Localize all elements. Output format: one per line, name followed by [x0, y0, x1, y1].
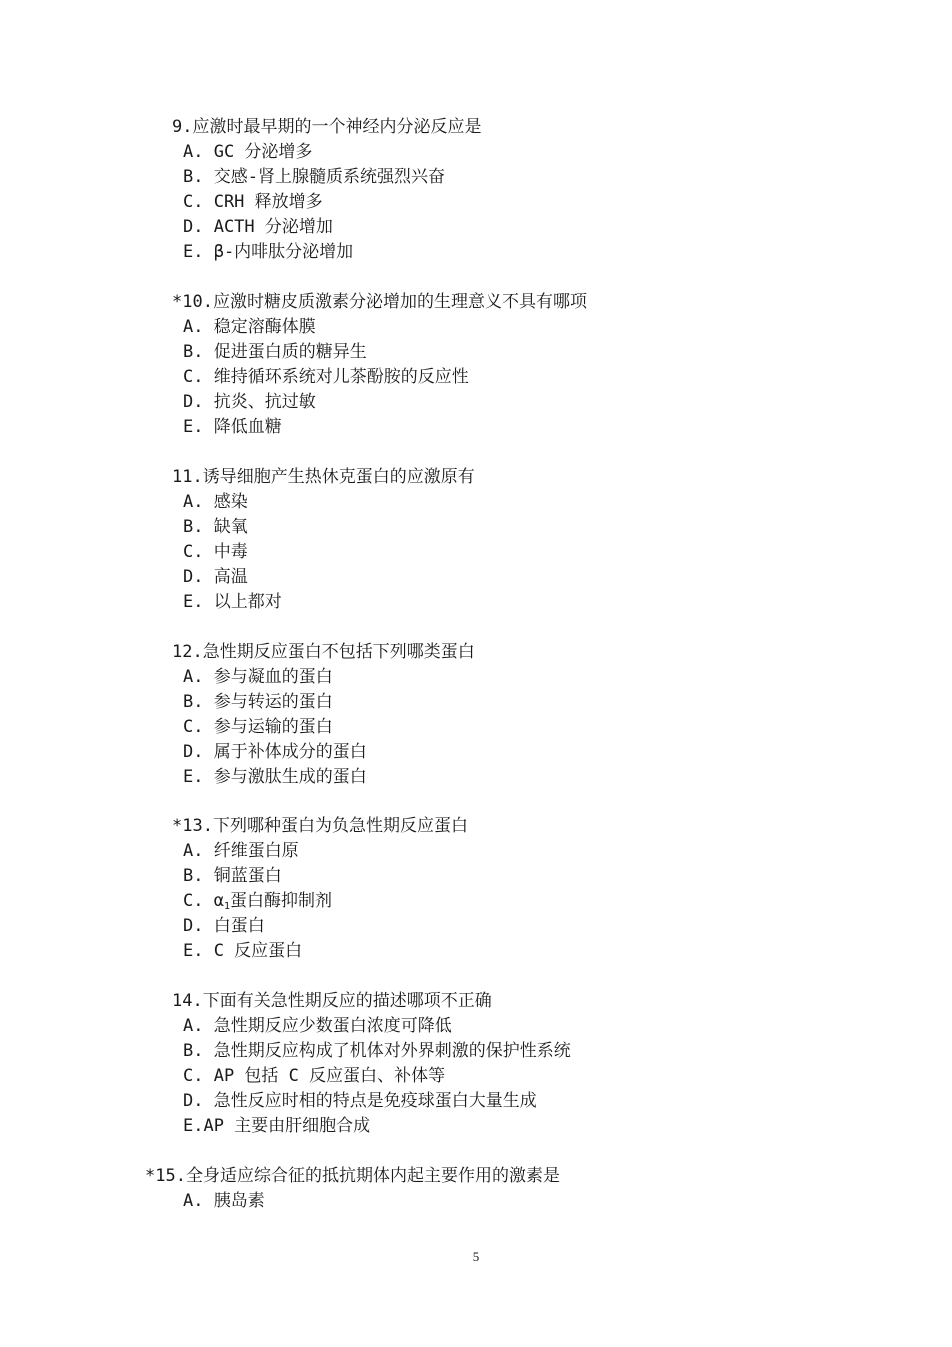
question-stem: *13.下列哪种蛋白为负急性期反应蛋白 — [172, 816, 468, 836]
option-b: B. 缺氧 — [183, 517, 248, 537]
option-b: B. 参与转运的蛋白 — [183, 692, 333, 712]
option-d: D. ACTH 分泌增加 — [183, 217, 333, 237]
option-a: A. 稳定溶酶体膜 — [183, 317, 316, 337]
question-10 — [0, 290, 952, 440]
option-d: D. 急性反应时相的特点是免疫球蛋白大量生成 — [183, 1091, 537, 1111]
option-b: B. 促进蛋白质的糖异生 — [183, 342, 367, 362]
option-c — [0, 889, 952, 914]
option-c-prefix: C. α — [183, 891, 224, 911]
option-e: E. 参与激肽生成的蛋白 — [183, 767, 367, 787]
question-stem: *15.全身适应综合征的抵抗期体内起主要作用的激素是 — [145, 1166, 560, 1186]
question-13 — [0, 814, 952, 964]
question-stem: 14.下面有关急性期反应的描述哪项不正确 — [172, 991, 492, 1011]
question-stem: *10.应激时糖皮质激素分泌增加的生理意义不具有哪项 — [172, 292, 587, 312]
option-a: A. 感染 — [183, 492, 248, 512]
option-a: A. 参与凝血的蛋白 — [183, 667, 333, 687]
option-b: B. 急性期反应构成了机体对外界刺激的保护性系统 — [183, 1041, 571, 1061]
option-c: C. 参与运输的蛋白 — [183, 717, 333, 737]
option-a: A. 胰岛素 — [183, 1191, 265, 1211]
question-12 — [0, 640, 952, 790]
option-d: D. 白蛋白 — [183, 916, 265, 936]
question-15 — [0, 1164, 952, 1214]
option-a: A. GC 分泌增多 — [183, 142, 313, 162]
question-stem: 12.急性期反应蛋白不包括下列哪类蛋白 — [172, 642, 475, 662]
option-c: C. 中毒 — [183, 542, 248, 562]
question-stem: 9.应激时最早期的一个神经内分泌反应是 — [172, 117, 482, 137]
option-a: A. 急性期反应少数蛋白浓度可降低 — [183, 1016, 452, 1036]
option-e: E. 以上都对 — [183, 592, 282, 612]
option-c-tail: 蛋白酶抑制剂 — [229, 891, 332, 911]
alpha-subscript: 1 — [223, 901, 230, 912]
option-d: D. 属于补体成分的蛋白 — [183, 742, 367, 762]
question-14 — [0, 989, 952, 1139]
option-c: C. 维持循环系统对儿茶酚胺的反应性 — [183, 367, 469, 387]
option-e: E. β-内啡肽分泌增加 — [183, 242, 354, 262]
page-number: 5 — [472, 1249, 480, 1264]
option-e: E.AP 主要由肝细胞合成 — [183, 1116, 371, 1136]
option-a: A. 纤维蛋白原 — [183, 841, 299, 861]
option-c: C. AP 包括 C 反应蛋白、补体等 — [183, 1066, 446, 1086]
option-d: D. 抗炎、抗过敏 — [183, 392, 316, 412]
question-11 — [0, 465, 952, 615]
option-b: B. 铜蓝蛋白 — [183, 866, 282, 886]
option-e: E. C 反应蛋白 — [183, 941, 303, 961]
option-d: D. 高温 — [183, 567, 248, 587]
question-9 — [0, 115, 952, 265]
option-c: C. CRH 释放增多 — [183, 192, 323, 212]
option-e: E. 降低血糖 — [183, 417, 282, 437]
question-stem: 11.诱导细胞产生热休克蛋白的应激原有 — [172, 467, 475, 487]
option-b: B. 交感-肾上腺髓质系统强烈兴奋 — [183, 167, 445, 187]
